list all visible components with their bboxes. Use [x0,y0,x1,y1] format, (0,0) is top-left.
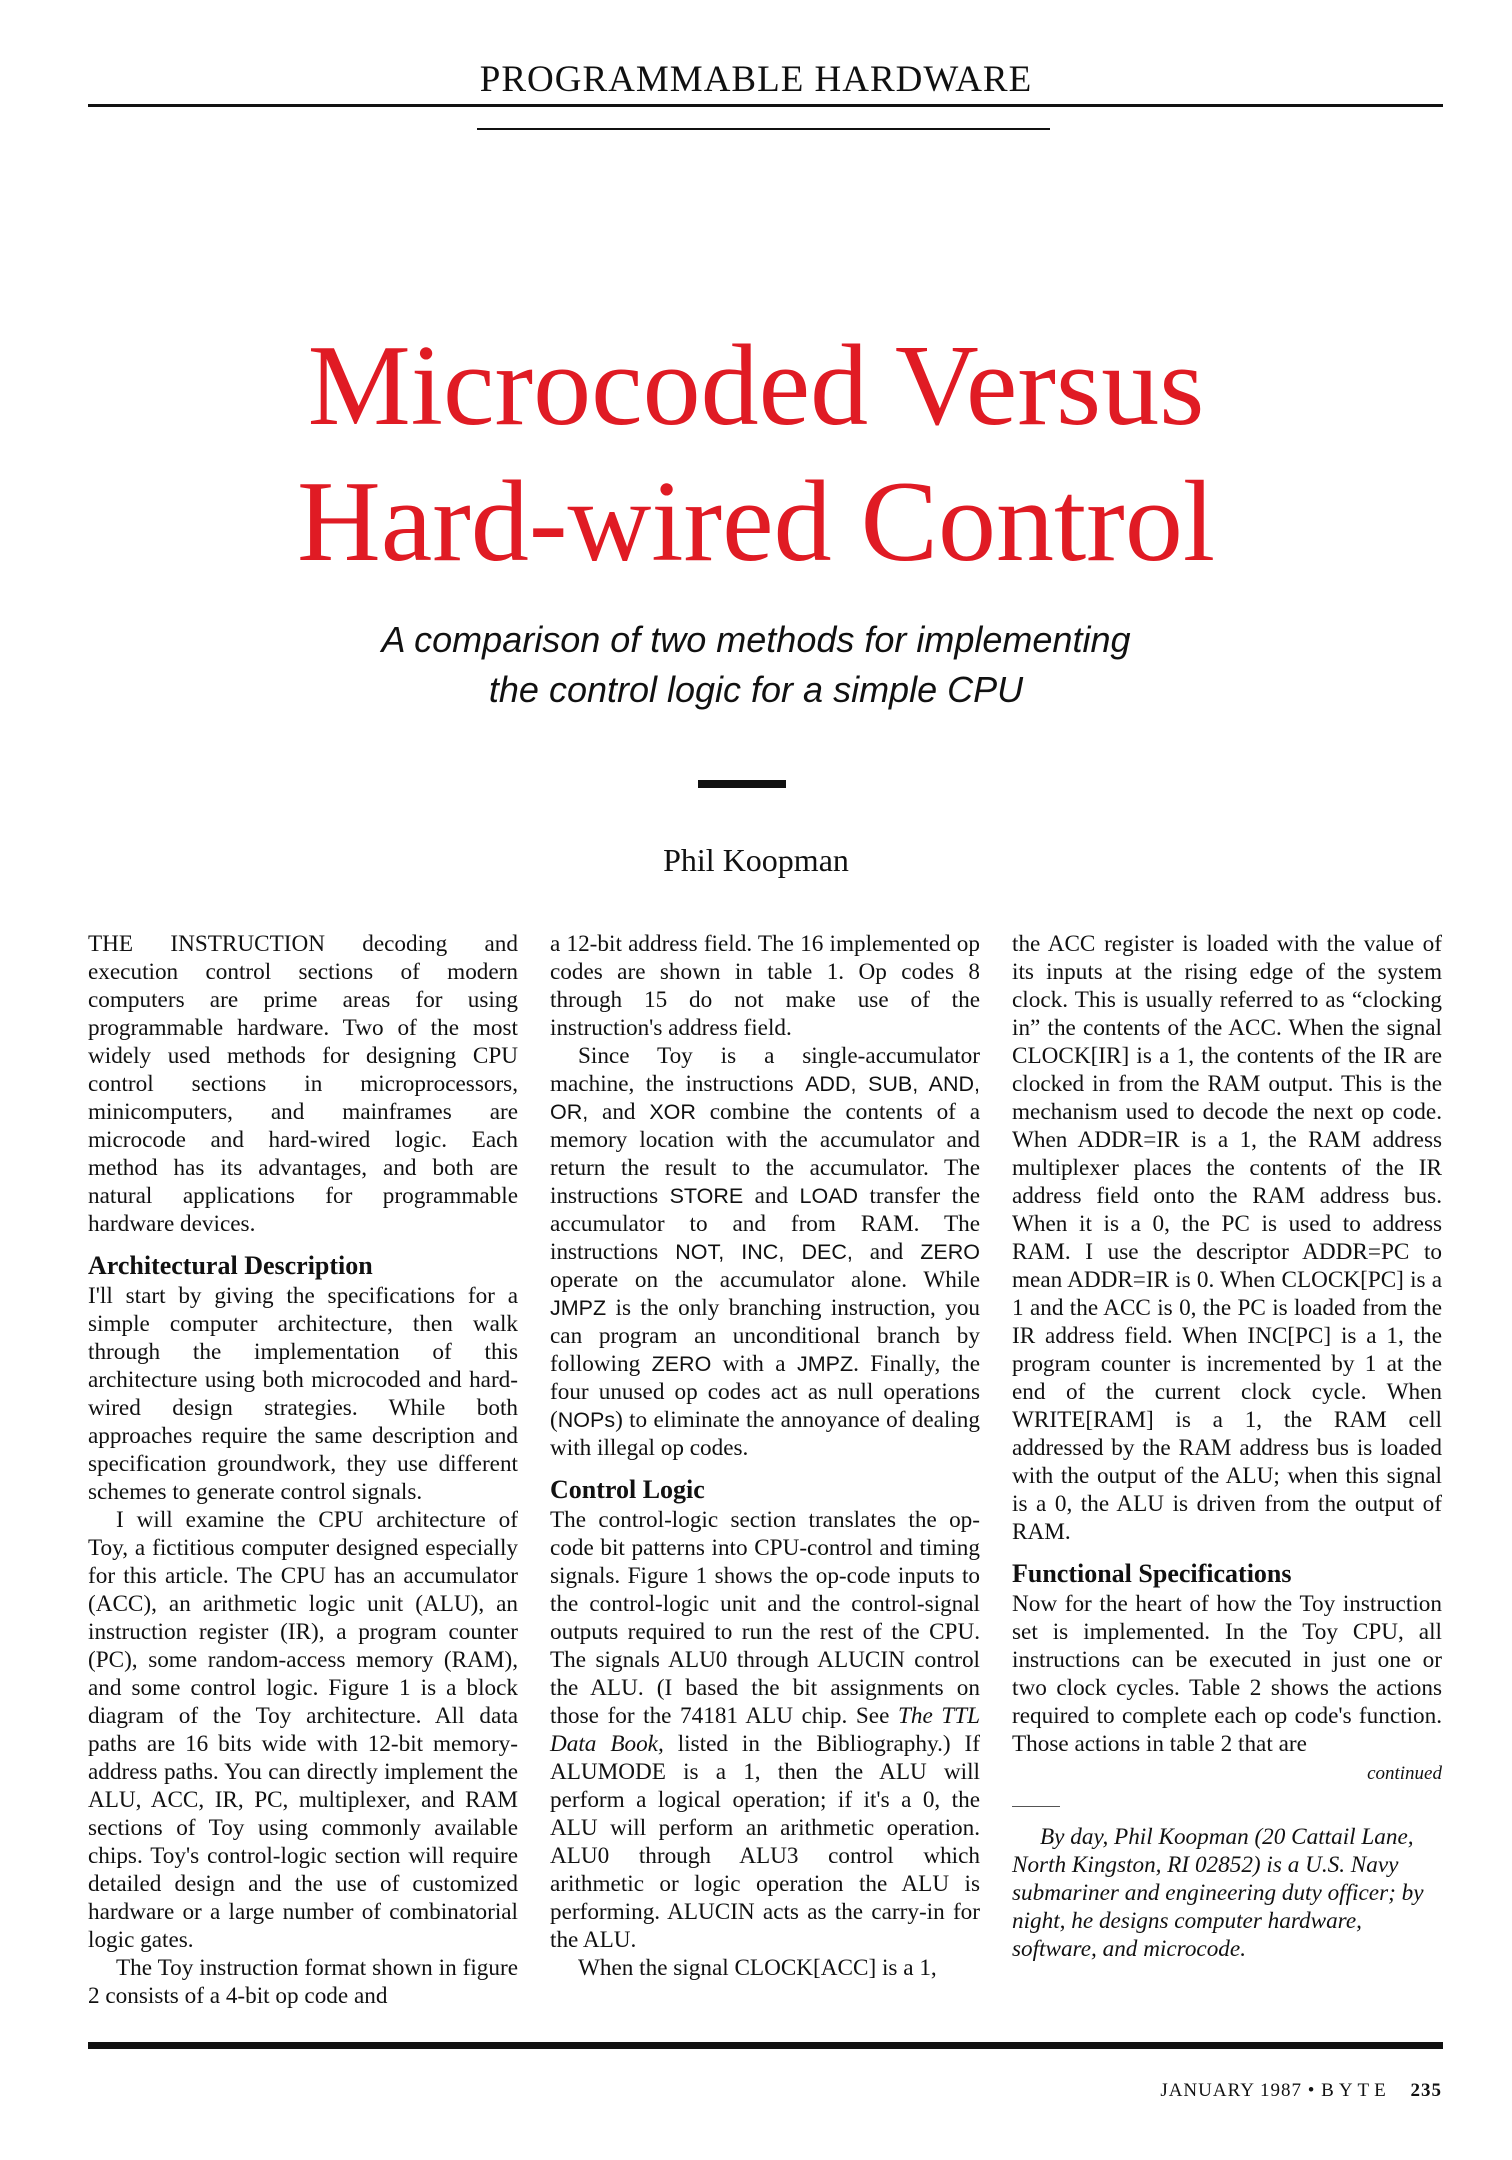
paragraph: The Toy instruction format shown in figure 2 consists of a 4-bit op code and [88,1955,518,2009]
header-rule [88,104,1443,107]
column-1 [88,930,518,2010]
mnemonic: NOT, INC, DEC, [675,1240,853,1264]
paragraph: I will examine the CPU architecture of Toy, a fictitious computer designed especially for this article. The CPU has an accumulator (ACC), an arithmetic logic unit (ALU), an instruction register (IR), a program counter (PC), some random-access memory (RAM), and some control logic. Figure 1 is a block diagram of the Toy architecture. All data paths are 16 bits wide with 12-bit memory-address paths. You can directly implement the ALU, ACC, IR, PC, multiplexer, and RAM sections of Toy using commonly available chips. Toy's control-logic section will require detailed design and the use of customized hardware or a large number of combinatorial logic gates. [88,1507,518,1953]
issue-date: JANUARY 1987 [1160,2080,1302,2101]
column-2 [550,930,980,1982]
magazine-name: BYTE [1321,2080,1391,2101]
mnemonic: JMPZ [796,1352,854,1376]
bio-divider [1012,1806,1060,1807]
footer-bullet: • [1307,2080,1316,2101]
paragraph: the ACC register is loaded with the value of its inputs at the rising edge of the system clock. This is usually referred to as “clocking in” the contents of the ACC. When the signal CLOCK[IR] is a 1, the contents of the IR are clocked in from the RAM output. This is the mechanism used to decode the next op code. When ADDR=IR is a 1, the RAM address multiplexer places the contents of the IR address field onto the RAM address bus. When it is a 0, the PC is used to address RAM. I use the descriptor ADDR=PC to mean ADDR=IR is 0. When CLOCK[PC] is a 1 and the ACC is 0, the PC is loaded from the IR address field. When INC[PC] is a 1, the program counter is incremented by 1 at the end of the current clock cycle. When WRITE[RAM] is a 1, the RAM cell addressed by the RAM address bus is loaded with the output of the ALU; when this signal is a 0, the ALU is driven from the output of RAM. [1012,931,1442,1545]
mnemonic: ZERO [920,1240,980,1264]
paragraph: The control-logic section translates the op-code bit patterns into CPU-control and timing signals. Figure 1 shows the op-code inputs to the control-logic unit and the control-signal outputs required to run the rest of the CPU. The signals ALU0 through ALUCIN control the ALU. (I based the bit assignments on those for the 74181 ALU chip. See The TTL Data Book, listed in the Bibliography.) If ALUMODE is a 1, then the ALU will perform a logical operation; if it's a 0, the ALU will perform an arithmetic operation. ALU0 through ALU3 control which arithmetic or logic operation the ALU is performing. ALUCIN acts as the carry-in for the ALU. [550,1507,981,1953]
continued-label: continued [1367,1763,1442,1784]
section-header: PROGRAMMABLE HARDWARE [479,59,1033,100]
header-subrule [477,128,1050,130]
mnemonic: ADD, SUB, AND, OR, [550,1072,980,1124]
paragraph: Since Toy is a single-accumulator machine, the instructions ADD, SUB, AND, OR, and XOR combine the contents of a memory location with the accumulator and return the result to the accumulator. The instructions STORE and LOAD transfer the accumulator to and from RAM. The instructions NOT, INC, DEC, and ZERO operate on the accumulator alone. While JMPZ is the only branching instruction, you can program an unconditional branch by following ZERO with a JMPZ. Finally, the four unused op codes act as null operations (NOPs) to eliminate the annoyance of dealing with illegal op codes. [550,1043,980,1461]
mnemonic: ZERO [651,1352,712,1376]
paragraph: I'll start by giving the specifications for a simple computer architecture, then walk through the implementation of this architecture using both microcoded and hard-wired design strategies. While both approaches require the same description and specification groundwork, they use different schemes to generate control signals. [88,1283,518,1505]
intro-paragraph: THE INSTRUCTION decoding and execution control sections of modern computers are prime areas for using programmable hardware. Two of the most widely used methods for designing CPU control sections in microprocessors, minicomputers, and mainframes are microcode and hard-wired logic. Each method has its advantages, and both are natural applications for programmable hardware devices. [88,931,518,1237]
author-byline: Phil Koopman [663,842,849,878]
article-title [0,318,1512,590]
mnemonic: JMPZ [550,1296,607,1320]
footer-rule [88,2042,1443,2049]
book-title: The TTL Data Book, [550,1703,981,1757]
title-divider [698,780,786,788]
page-number: 235 [1410,2080,1442,2101]
mnemonic: LOAD [799,1184,859,1208]
article-subtitle [0,615,1512,715]
subtitle-line-2: the control logic for a simple CPU [488,669,1024,710]
paragraph: a 12-bit address field. The 16 implemented op codes are shown in table 1. Op codes 8 through 15 do not make use of the instruction's address field. [550,931,980,1041]
column-3 [1012,930,1442,1963]
paragraph: Now for the heart of how the Toy instruction set is implemented. In the Toy CPU, all instructions can be executed in just one or two clock cycles. Table 2 shows the actions required to complete each op code's function. Those actions in table 2 that are [1012,1591,1442,1757]
title-line-2: Hard-wired Control [296,458,1216,586]
page-footer [1160,2080,1442,2102]
mnemonic: XOR [649,1100,696,1124]
subtitle-line-1: A comparison of two methods for implementing [381,619,1131,660]
heading-control-logic: Control Logic [550,1475,705,1504]
paragraph: When the signal CLOCK[ACC] is a 1, [578,1955,937,1981]
mnemonic: STORE [669,1184,744,1208]
title-line-1: Microcoded Versus [307,322,1205,450]
heading-functional-specifications: Functional Specifications [1012,1559,1292,1588]
heading-architectural-description: Architectural Description [88,1251,373,1280]
mnemonic: NOPs [557,1408,616,1432]
author-bio: By day, Phil Koopman (20 Cattail Lane, North Kingston, RI 02852) is a U.S. Navy submariner and engineering duty officer; by night, he designs computer hardware, software, and microcode. [1012,1824,1424,1962]
